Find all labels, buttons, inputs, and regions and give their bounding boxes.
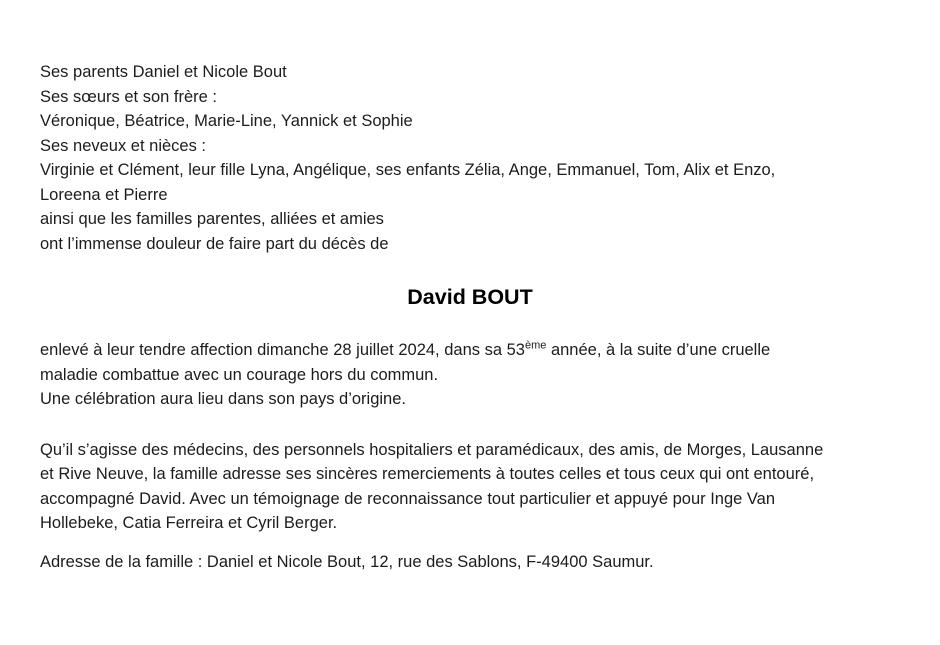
text-line: Ses parents Daniel et Nicole Bout — [40, 63, 287, 81]
thanks-block — [40, 438, 900, 536]
text-line: Une célébration aura lieu dans son pays d’origine. — [40, 390, 406, 408]
text-line: maladie combattue avec un courage hors du commun. — [40, 365, 439, 384]
text-line: Hollebeke, Catia Ferreira et Cyril Berger. — [40, 514, 338, 532]
text-segment: enlevé à leur tendre affection dimanche 28 juillet 2024, dans sa 53 — [40, 341, 525, 359]
text-line: Ses sœurs et son frère : — [40, 87, 217, 106]
ordinal-superscript: ème — [524, 339, 547, 352]
text-segment: année, à la suite d’une cruelle — [546, 341, 771, 359]
deceased-name-title: David BOUT — [407, 285, 533, 309]
text-line: ont l’immense douleur de faire part du décès de — [40, 234, 389, 253]
text-line: Qu’il s’agisse des médecins, des personnels hospitaliers et paramédicaux, des amis, de Morges, Lausanne — [40, 440, 824, 459]
family-intro-block — [40, 60, 900, 256]
text-line: ainsi que les familles parentes, alliées et amies — [40, 210, 384, 228]
text-line: Véronique, Béatrice, Marie-Line, Yannick et Sophie — [40, 112, 413, 130]
text-line: accompagné David. Avec un témoignage de reconnaissance tout particulier et appuyé pour Inge Van — [40, 489, 776, 508]
family-address-line: Adresse de la famille : Daniel et Nicole Bout, 12, rue des Sablons, F-49400 Saumur. — [40, 552, 654, 571]
announcement-block — [40, 338, 900, 412]
text-line: Loreena et Pierre — [40, 185, 168, 204]
text-line — [40, 338, 900, 363]
text-line: et Rive Neuve, la famille adresse ses sincères remerciements à toutes celles et tous ceux qui ont entouré, — [40, 465, 815, 483]
text-line: Virginie et Clément, leur fille Lyna, Angélique, ses enfants Zélia, Ange, Emmanuel, Tom, Alix et Enzo, — [40, 161, 776, 179]
text-line: Ses neveux et nièces : — [40, 136, 207, 155]
